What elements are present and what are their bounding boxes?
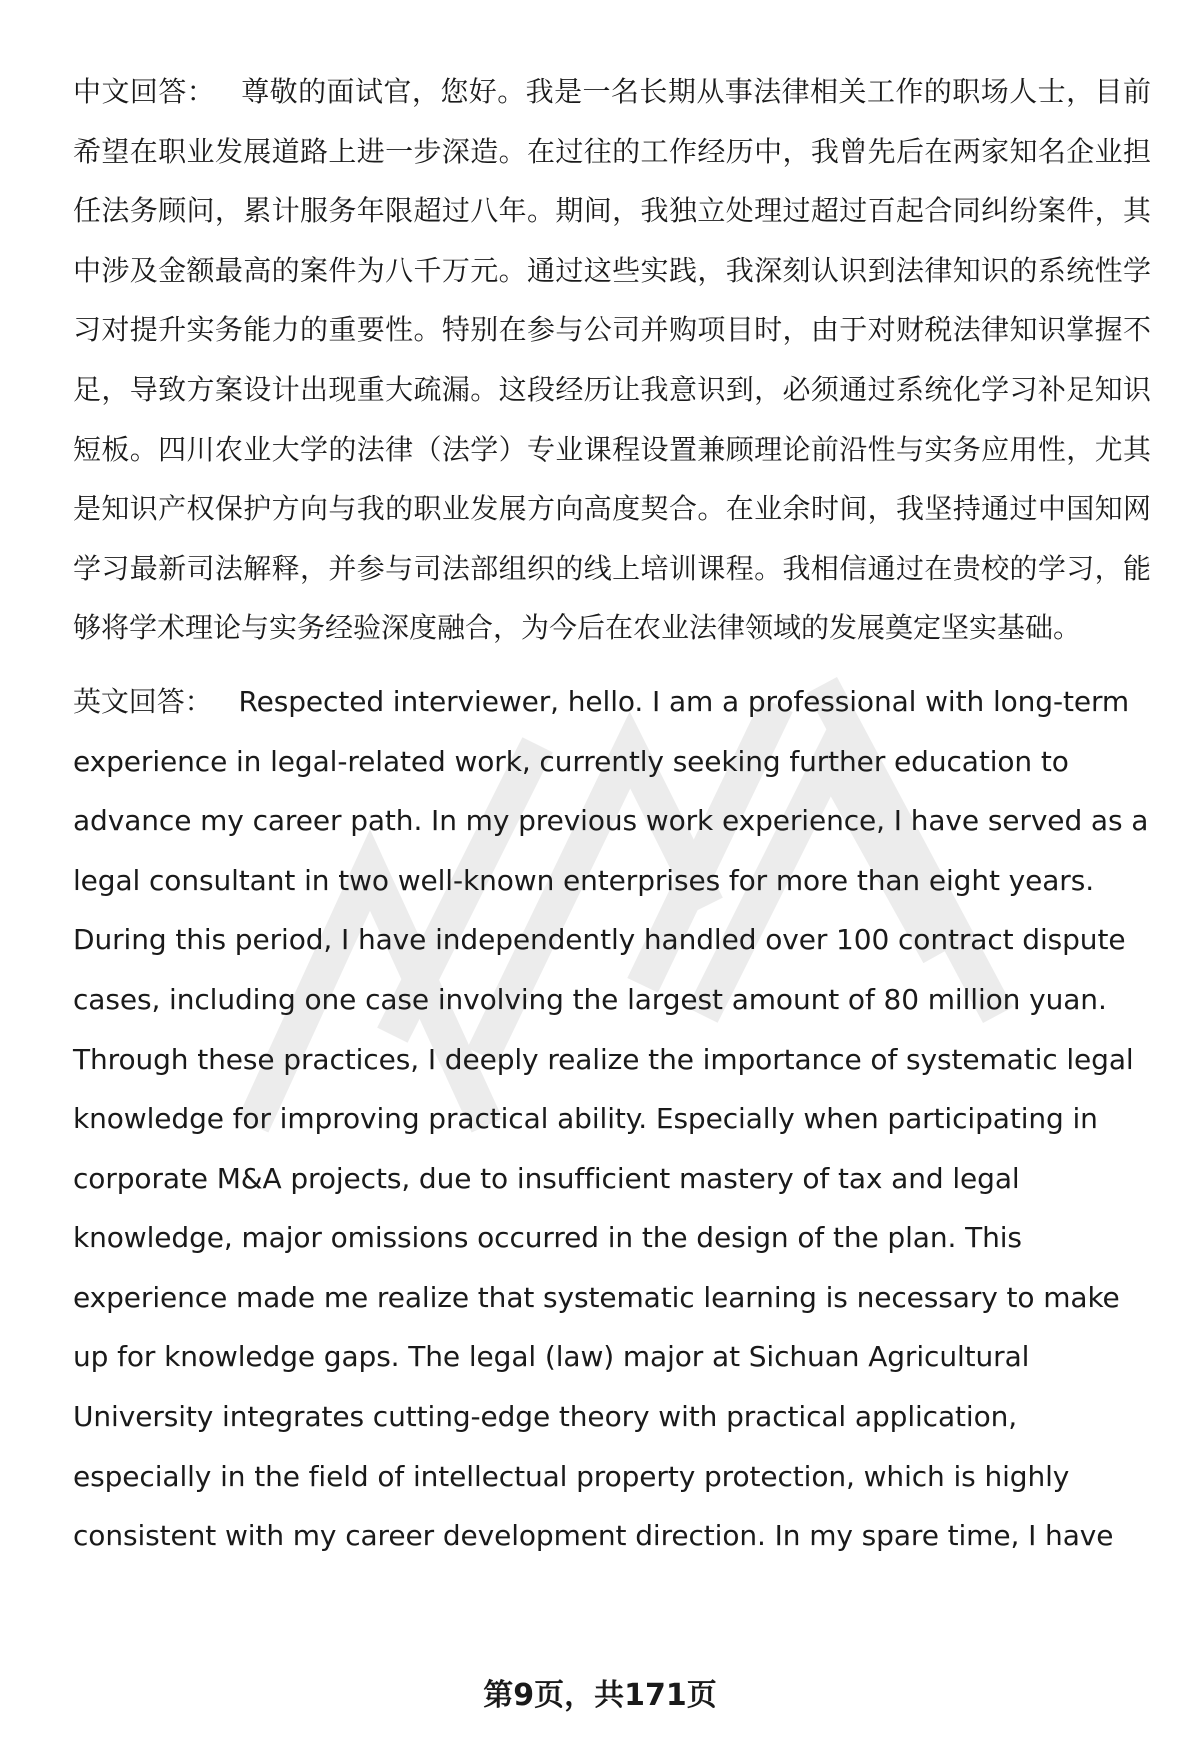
chinese-answer-text: 尊敬的面试官，您好。我是一名长期从事法律相关工作的职场人士，目前希望在职业发展道路上进一步深造。在过往的工作经历中，我曾先后在两家知名企业担任法务顾问，累计服务年限超过八年。期间，我独立处理过超过百起合同纠纷案件，其中涉及金额最高的案件为八千万元。通过这些实践，我深刻认识到法律知识的系统性学习对提升实务能力的重要性。特别在参与公司并购项目时，由于对财税法律知识掌握不足，导致方案设计出现重大疏漏。这段经历让我意识到，必须通过系统化学习补足知识短板。四川农业大学的法律（法学）专业课程设置兼顾理论前沿性与实务应用性，尤其是知识产权保护方向与我的职业发展方向高度契合。在业余时间，我坚持通过中国知网学习最新司法解释，并参与司法部组织的线上培训课程。我相信通过在贵校的学习，能够将学术理论与实务经验深度融合，为今后在农业法律领域的发展奠定坚实基础。	[73, 75, 1151, 645]
english-answer-text: Respected interviewer, hello. I am a professional with long-term experience in legal-related work, currently seeking further education to advance my career path. In my previous work experience, I have served as a legal consultant in two well-known enterprises for more than eight years. During this period, I have independently handled over 100 contract dispute cases, including one case involving the largest amount of 80 million yuan. Through these practices, I deeply realize the importance of systematic legal knowledge for improving practical ability. Especially when participating in corporate M&A projects, due to insufficient mastery of tax and legal knowledge, major omissions occurred in the design of the plan. This experience made me realize that systematic learning is necessary to make up for knowledge gaps. The legal (law) major at Sichuan Agricultural University integrates cutting-edge theory with practical application, especially in the field of intellectual property protection, which is highly consistent with my career development direction. In my spare time, I have	[73, 684, 1149, 1553]
chinese-answer-label: 中文回答：	[73, 75, 216, 108]
english-answer-label: 英文回答：	[73, 684, 213, 718]
chinese-answer-paragraph	[73, 62, 1151, 658]
page-indicator: 第9页，共171页	[483, 1678, 717, 1713]
english-answer-paragraph	[73, 672, 1151, 1566]
document-body	[73, 62, 1151, 1566]
